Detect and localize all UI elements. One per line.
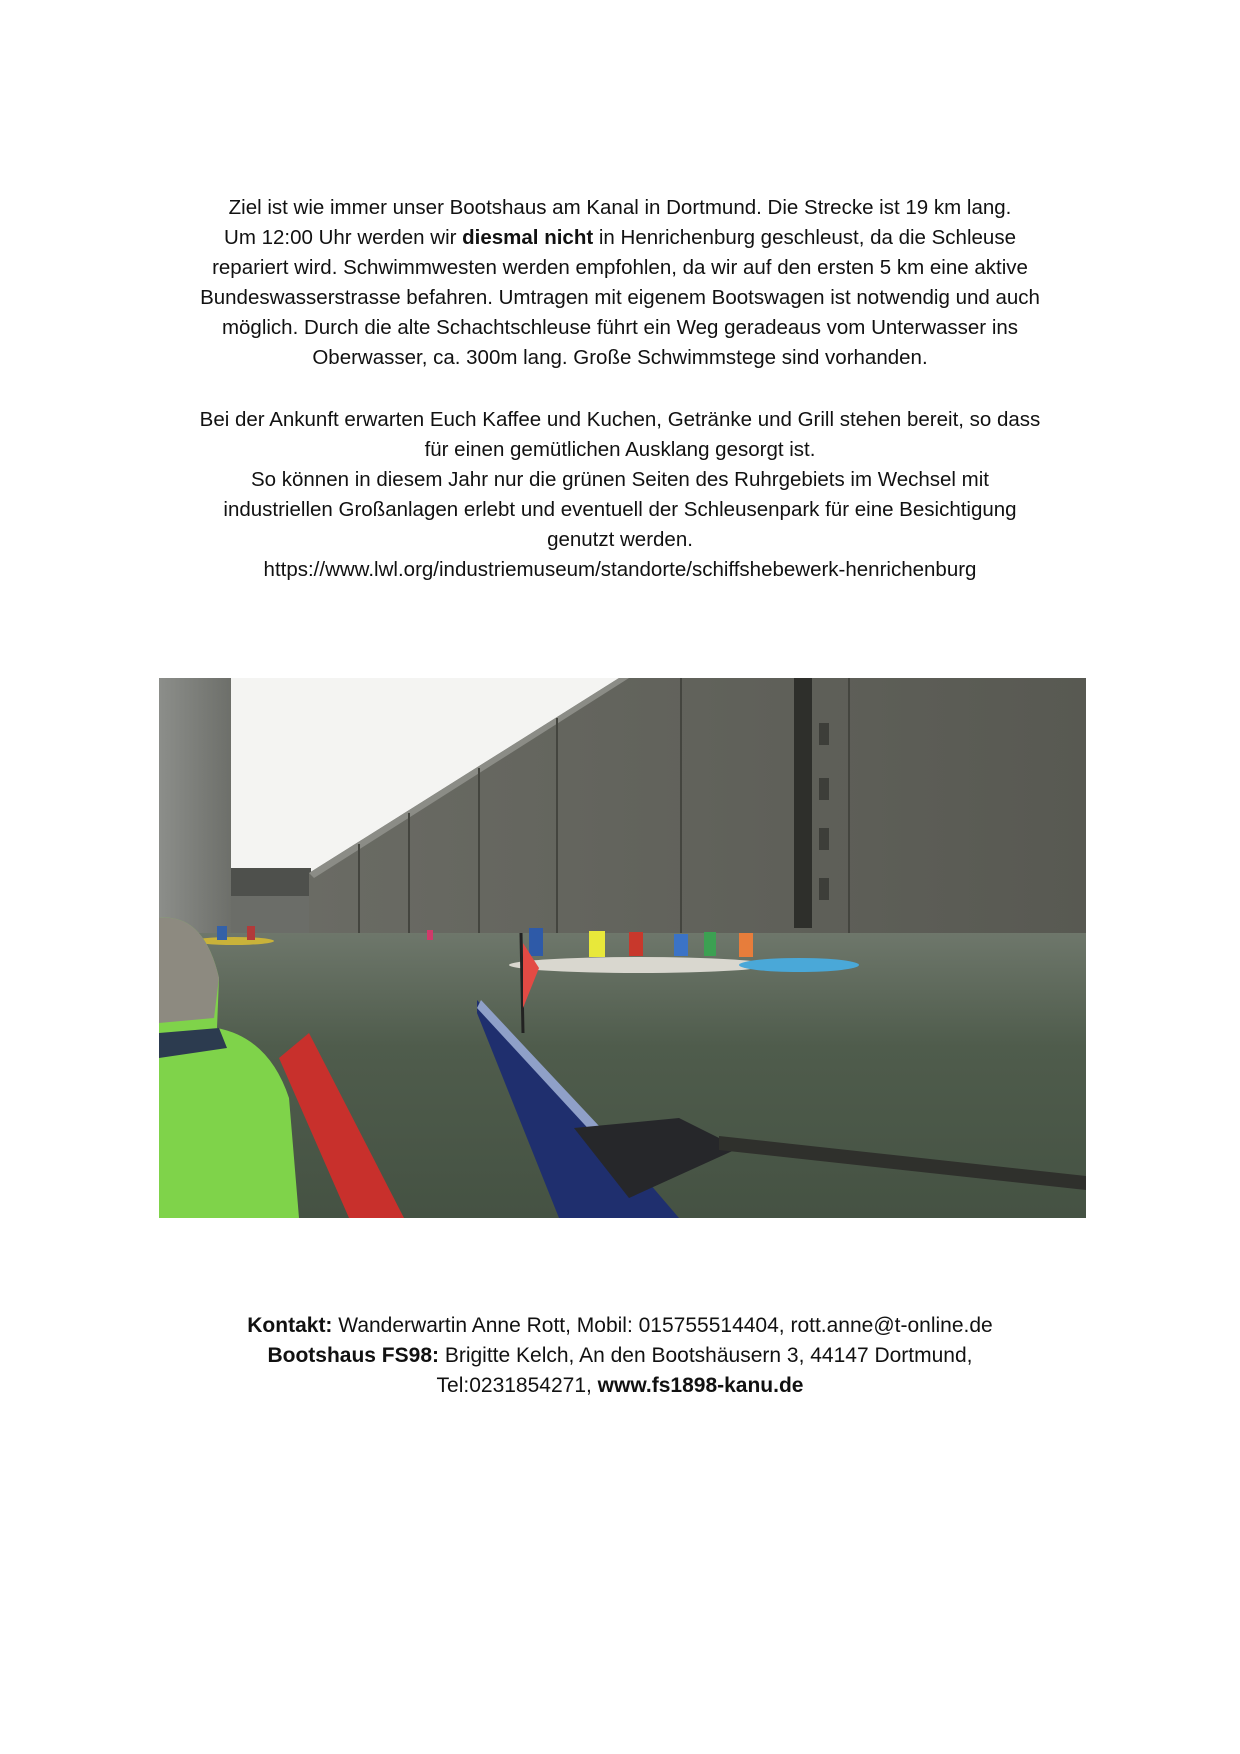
intro-text: Um 12:00 Uhr werden wir [224,226,463,249]
museum-url-link[interactable]: https://www.lwl.org/industriemuseum/standorte/schiffshebewerk-henrichenburg [263,558,977,581]
phone-web-line [0,1371,1240,1401]
arrival-line: für einen gemütlichen Ausklang gesorgt ist. [424,438,816,461]
intro-line: Ziel ist wie immer unser Bootshaus am Kanal in Dortmund. Die Strecke ist 19 km lang. [228,196,1012,219]
left-lock-wall [159,678,231,948]
phone-text: Tel:0231854271, [436,1374,598,1397]
lock-kayak-photo [159,678,1086,1218]
contact-text: Wanderwartin Anne Rott, Mobil: 015755514404, rott.anne@t-online.de [332,1314,993,1337]
intro-text: in Henrichenburg geschleust, da die Schleuse [593,226,1016,249]
emphasis-diesmal-nicht: diesmal nicht [462,226,594,249]
lock-ladder [794,678,812,928]
arrival-line: genutzt werden. [547,528,693,551]
website-link[interactable]: www.fs1898-kanu.de [597,1374,804,1397]
intro-paragraph [0,193,1240,373]
arrival-line: Bei der Ankunft erwarten Euch Kaffee und Kuchen, Getränke und Grill stehen bereit, so dass [199,408,1041,431]
arrival-paragraph [0,405,1240,585]
contact-line [0,1311,1240,1341]
arrival-line: So können in diesem Jahr nur die grünen Seiten des Ruhrgebiets im Wechsel mit [250,468,990,491]
contact-block [0,1311,1240,1401]
boathouse-label: Bootshaus FS98: [267,1344,439,1367]
boathouse-text: Brigitte Kelch, An den Bootshäusern 3, 44147 Dortmund, [439,1344,973,1367]
intro-line: Oberwasser, ca. 300m lang. Große Schwimmstege sind vorhanden. [312,346,928,369]
arrival-line: industriellen Großanlagen erlebt und eventuell der Schleusenpark für eine Besichtigung [223,498,1017,521]
intro-line: repariert wird. Schwimmwesten werden empfohlen, da wir auf den ersten 5 km eine aktive [212,256,1028,279]
intro-line [0,223,1240,253]
intro-line: Bundeswasserstrasse befahren. Umtragen mit eigenem Bootswagen ist notwendig und auch [200,286,1040,309]
intro-line: möglich. Durch die alte Schachtschleuse führt ein Weg geradeaus vom Unterwasser ins [221,316,1019,339]
contact-label: Kontakt: [247,1314,333,1337]
boathouse-line [0,1341,1240,1371]
